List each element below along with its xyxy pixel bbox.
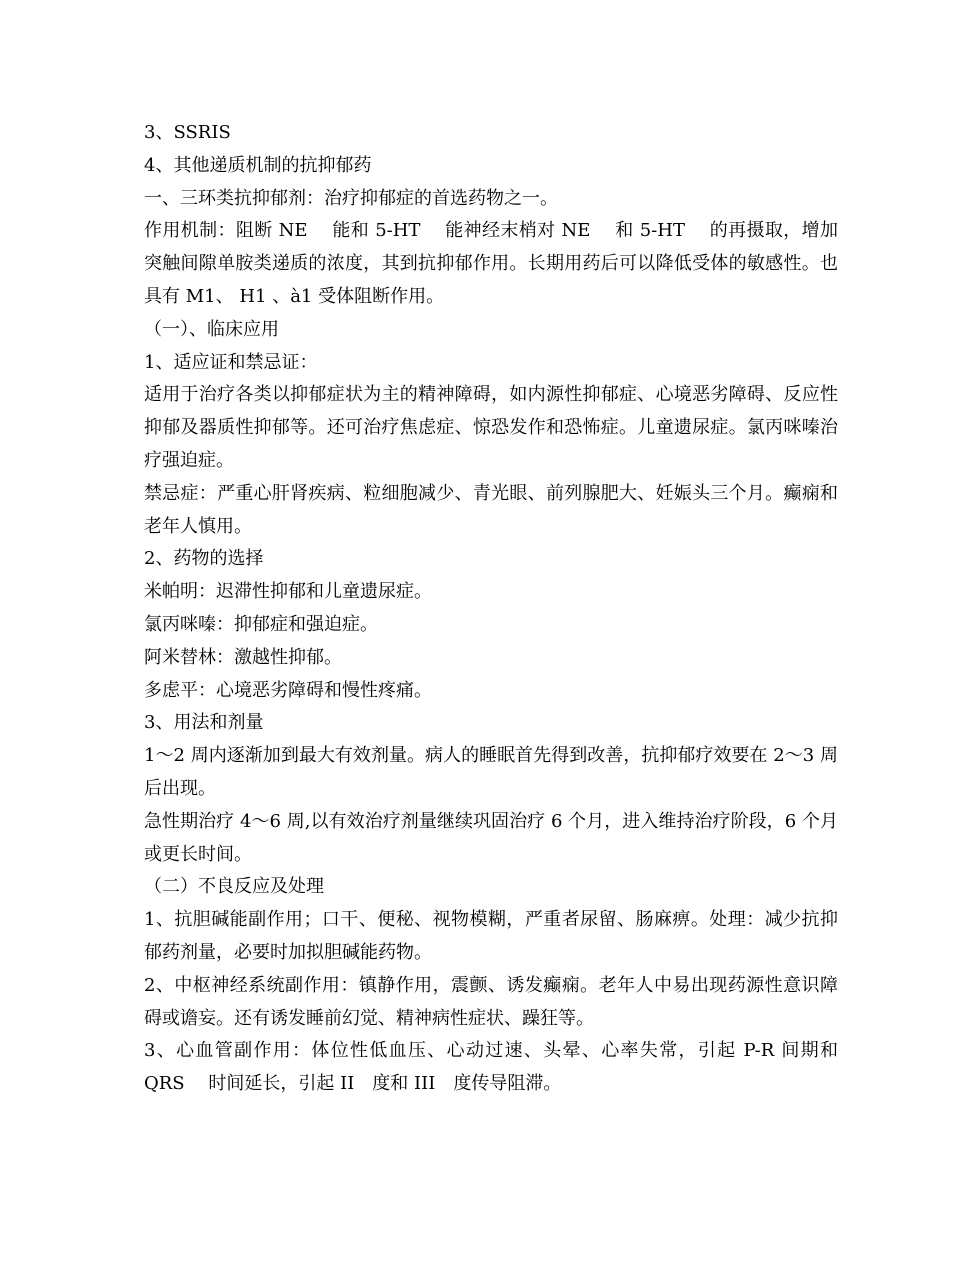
heading-ssris: 3、SSRIS — [144, 122, 231, 143]
section-clinical-use: （一）、临床应用 — [144, 318, 279, 340]
adverse-paragraph-2: 2、中枢神经系统副作用：镇静作用，震颤、诱发癫痫。老年人中易出现药源性意识障碍或谵妄。还有诱发睡前幻觉、精神病性症状、躁狂等。 — [144, 974, 838, 1029]
drug-item-imipramine: 米帕明：迟滞性抑郁和儿童遗尿症。 — [144, 581, 432, 603]
adverse-paragraph-3: 3、心血管副作用：体位性低血压、心动过速、头晕、心率失常，引起 P-R 间期和 QRS 时间延长，引起 II 度和 III 度传导阻滞。 — [144, 1040, 838, 1095]
subheading-indications: 1、适应证和禁忌证： — [144, 351, 318, 373]
heading-other-mechanisms: 4、其他递质机制的抗抑郁药 — [144, 154, 372, 176]
heading-tricyclic: 一、三环类抗抑郁剂：治疗抑郁症的首选药物之一。 — [144, 187, 558, 209]
indications-paragraph: 适用于治疗各类以抑郁症状为主的精神障碍，如内源性抑郁症、心境恶劣障碍、反应性抑郁及器质性抑郁等。还可治疗焦虑症、惊恐发作和恐怖症。儿童遗尿症。氯丙咪嗪治疗强迫症。 — [144, 384, 838, 471]
dosage-paragraph-2: 急性期治疗 4～6 周,以有效治疗剂量继续巩固治疗 6 个月，进入维持治疗阶段，6 个月或更长时间。 — [144, 810, 838, 865]
contraindications-paragraph: 禁忌症：严重心肝肾疾病、粒细胞减少、青光眼、前列腺肥大、妊娠头三个月。癫痫和老年人慎用。 — [144, 482, 838, 537]
mechanism-paragraph: 作用机制：阻断 NE 能和 5-HT 能神经末梢对 NE 和 5-HT 的再摄取，增加突触间隙单胺类递质的浓度，其到抗抑郁作用。长期用药后可以降低受体的敏感性。也具有 M1、 H1 、à1 受体阻断作用。 — [144, 220, 838, 307]
section-adverse-reactions: （二）不良反应及处理 — [144, 876, 324, 898]
subheading-drug-choice: 2、药物的选择 — [144, 548, 264, 570]
drug-item-doxepin: 多虑平：心境恶劣障碍和慢性疼痛。 — [144, 679, 432, 701]
subheading-dosage: 3、用法和剂量 — [144, 712, 264, 734]
adverse-paragraph-1: 1、抗胆碱能副作用；口干、便秘、视物模糊，严重者尿留、肠麻痹。处理：减少抗抑郁药剂量，必要时加拟胆碱能药物。 — [144, 909, 838, 963]
drug-item-amitriptyline: 阿米替林：激越性抑郁。 — [144, 646, 342, 668]
drug-item-clomipramine: 氯丙咪嗪：抑郁症和强迫症。 — [144, 613, 378, 635]
dosage-paragraph-1: 1～2 周内逐渐加到最大有效剂量。病人的睡眠首先得到改善，抗抑郁疗效要在 2～3 周后出现。 — [144, 745, 838, 799]
document-page — [144, 117, 838, 1101]
